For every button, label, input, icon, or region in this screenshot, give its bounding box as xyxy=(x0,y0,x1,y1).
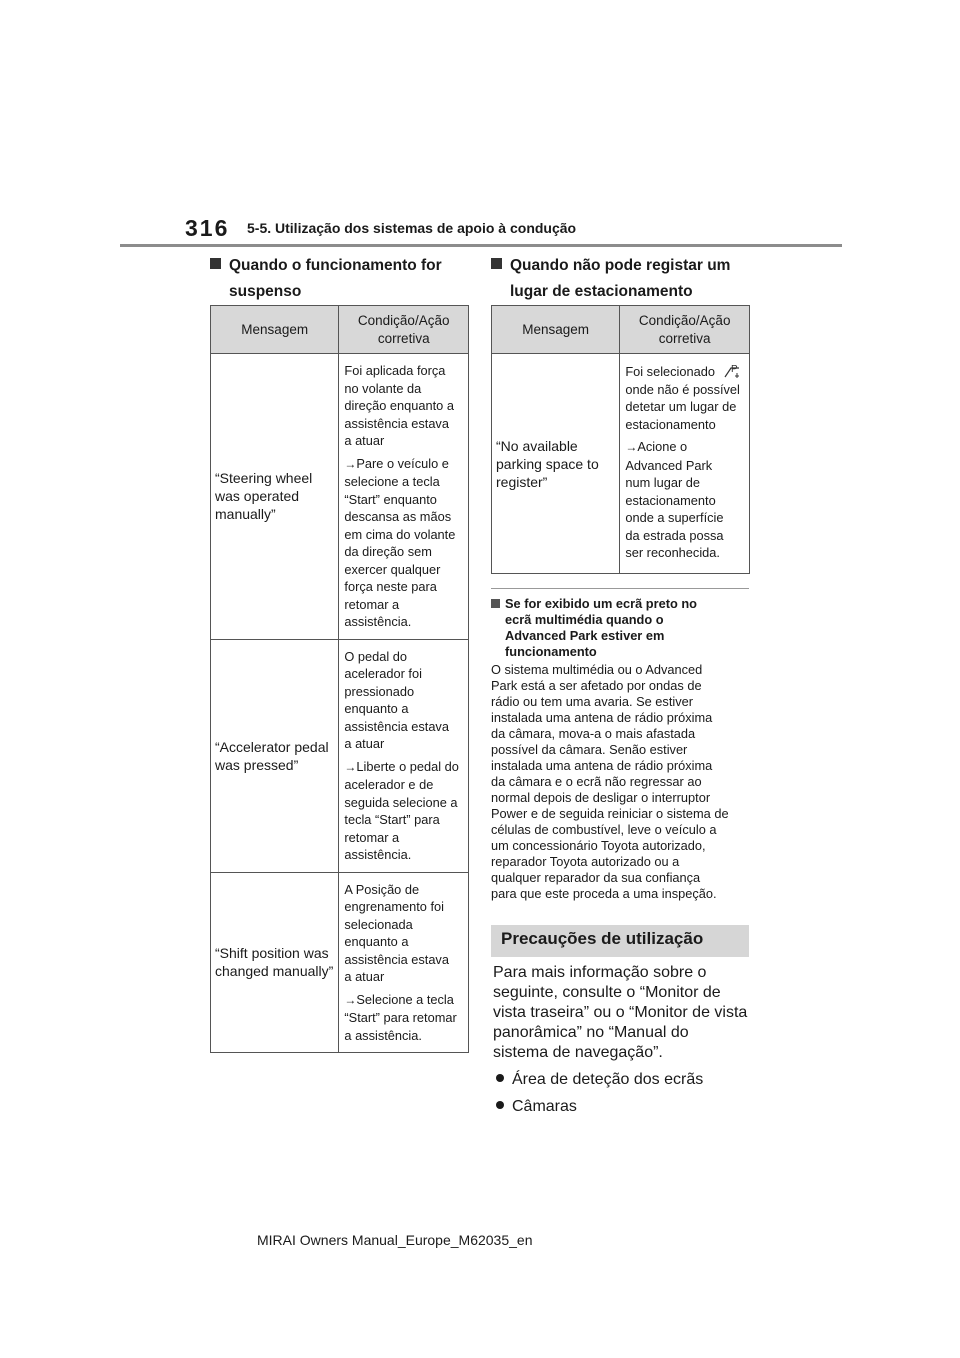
header-rule xyxy=(120,244,842,247)
left-section-heading: Quando o funcionamento for suspenso xyxy=(210,253,442,305)
message-cell: “Accelerator pedal was pressed” xyxy=(211,639,339,872)
svg-text:P: P xyxy=(730,364,738,375)
right-section-heading: Quando não pode registar um lugar de estacionamento xyxy=(491,253,730,305)
action-text: →Pare o veículo e selecione a tecla “Start” enquanto descansa as mãos em cima do volante da direção sem exercer qualquer força neste para retomar a assistência. xyxy=(344,455,456,629)
subsection-divider xyxy=(491,588,749,589)
footer-text: MIRAI Owners Manual_Europe_M62035_en xyxy=(257,1232,533,1248)
table-row xyxy=(211,354,469,640)
action-text: →Liberte o pedal do acelerador e de seguida selecione a tecla “Start” para retomar a assistência. xyxy=(344,758,459,862)
table-header-row xyxy=(492,306,750,354)
page-number: 316 xyxy=(185,215,230,241)
header-condition: Condição/Ação corretiva xyxy=(339,306,469,354)
bullet-dot-icon xyxy=(496,1101,504,1109)
header-condition: Condição/Ação corretiva xyxy=(620,306,750,354)
suspension-table xyxy=(210,305,469,1053)
subsection-heading: Se for exibido um ecrã preto no ecrã multimédia quando o Advanced Park estiver em funcionamento xyxy=(491,596,749,660)
condition-text: Foi selecionado P onde não é possível detetar um lugar de estacionamento xyxy=(625,364,740,432)
table-header-row xyxy=(211,306,469,354)
condition-text: A Posição de engrenamento foi selecionada enquanto a assistência estava a atuar xyxy=(344,881,449,984)
square-bullet-icon xyxy=(491,599,500,608)
action-text: →Acione o Advanced Park num lugar de estacionamento onde a superfície da estrada possa ser reconhecida. xyxy=(625,439,724,560)
precautions-body: Para mais informação sobre o seguinte, consulte o “Monitor de vista traseira” ou o “Monitor de vista panorâmica” no “Manual do sistema de navegação”. Área de deteção dos ecrãs Câmaras xyxy=(493,963,753,1117)
chapter-title: 5-5. Utilização dos sistemas de apoio à condução xyxy=(247,220,577,236)
message-cell: “Steering wheel was operated manually” xyxy=(211,354,339,640)
arrow-right-icon: → xyxy=(344,456,357,471)
square-bullet-icon xyxy=(210,258,221,269)
banner-title: Precauções de utilização xyxy=(501,929,704,948)
condition-cell xyxy=(620,354,750,574)
table-row xyxy=(492,354,750,574)
condition-text: Foi aplicada força no volante da direção enquanto a assistência estava a atuar xyxy=(344,363,454,448)
list-item: Câmaras xyxy=(493,1097,753,1117)
condition-cell xyxy=(339,639,469,872)
action-text: →Selecione a tecla “Start” para retomar a assistência. xyxy=(344,991,457,1043)
message-cell: “No available parking space to register” xyxy=(492,354,620,574)
bullet-dot-icon xyxy=(496,1074,504,1082)
header-message: Mensagem xyxy=(211,306,339,354)
subsection-body: O sistema multimédia ou o Advanced Park está a ser afetado por ondas de rádio ou tem uma avaria. Se estiver instalada uma antena de rádio próxima da câmara, mova-a o mais afastada possível da câmara. Senão estiver instalada uma antena de rádio próxima da câmara e o ecrã não regressar ao normal depois de desligar o interruptor Power e de seguida reiniciar o sistema de células de combustível, leve o veículo a um concessionário Toyota autorizado, reparador Toyota autorizado ou a qualquer reparador da sua confiança para que este proceda a uma inspeção. xyxy=(491,662,729,901)
condition-cell xyxy=(339,354,469,640)
table-row xyxy=(211,872,469,1053)
header-message: Mensagem xyxy=(492,306,620,354)
message-cell: “Shift position was changed manually” xyxy=(211,872,339,1053)
square-bullet-icon xyxy=(491,258,502,269)
condition-text: O pedal do acelerador foi pressionado enquanto a assistência estava a atuar xyxy=(344,648,449,751)
arrow-right-icon: → xyxy=(344,759,357,774)
arrow-right-icon: → xyxy=(625,440,638,454)
condition-cell xyxy=(339,872,469,1053)
list-item: Área de deteção dos ecrãs xyxy=(493,1070,753,1090)
arrow-right-icon: → xyxy=(344,992,357,1007)
precautions-banner xyxy=(491,925,749,957)
parking-register-table xyxy=(491,305,750,574)
parking-perpendicular-icon xyxy=(723,362,741,380)
table-row xyxy=(211,639,469,872)
